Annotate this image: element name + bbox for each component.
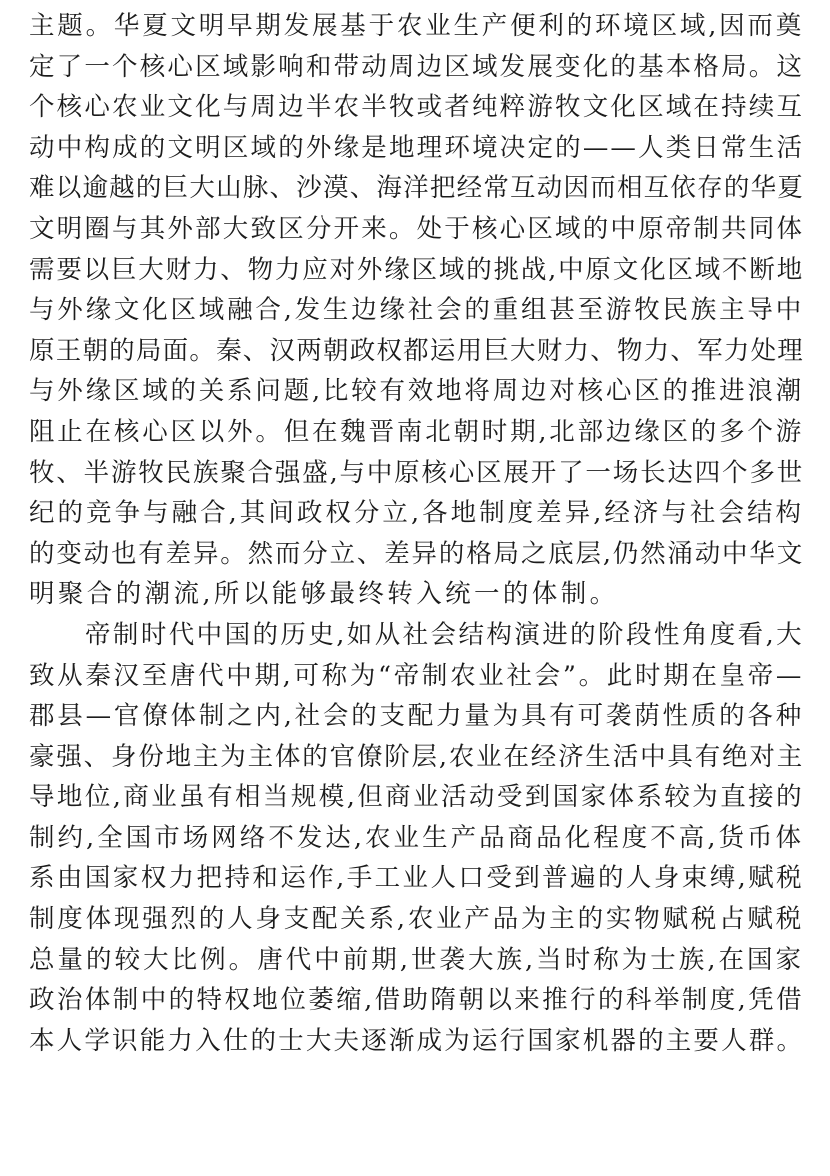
text-line: 纪的竞争与融合,其间政权分立,各地制度差异,经济与社会结构: [29, 498, 804, 529]
text-line: 制度体现强烈的人身支配关系,农业产品为主的实物赋税占赋税: [29, 904, 805, 935]
paragraph-2: [29, 615, 804, 1062]
text-line: 豪强、身份地主为主体的官僚阶层,农业在经济生活中具有绝对主: [29, 741, 804, 772]
text-line: 本人学识能力入仕的士大夫逐渐成为运行国家机器的主要人群。: [29, 1025, 804, 1056]
document-page: [29, 6, 804, 1061]
text-line: 郡县—官僚体制之内,社会的支配力量为具有可袭荫性质的各种: [29, 701, 805, 732]
text-line: 需要以巨大财力、物力应对外缘区域的挑战,中原文化区域不断地: [29, 254, 804, 285]
text-line: 阻止在核心区以外。但在魏晋南北朝时期,北部边缘区的多个游: [29, 416, 805, 447]
text-line: 帝制时代中国的历史,如从社会结构演进的阶段性角度看,大: [85, 619, 804, 650]
text-line: 定了一个核心区域影响和带动周边区域发展变化的基本格局。这: [29, 51, 804, 82]
text-line: 个核心农业文化与周边半农半牧或者纯粹游牧文化区域在持续互: [29, 92, 804, 123]
text-line: 明聚合的潮流,所以能够最终转入统一的体制。: [29, 579, 619, 610]
text-line: 系由国家权力把持和运作,手工业人口受到普遍的人身束缚,赋税: [29, 863, 804, 894]
text-line: 制约,全国市场网络不发达,农业生产品商品化程度不高,货币体: [29, 822, 804, 853]
text-line: 与外缘文化区域融合,发生边缘社会的重组甚至游牧民族主导中: [29, 295, 805, 326]
text-line: 政治体制中的特权地位萎缩,借助隋朝以来推行的科举制度,凭借: [29, 985, 804, 1016]
text-line: 原王朝的局面。秦、汉两朝政权都运用巨大财力、物力、军力处理: [29, 335, 804, 366]
text-line: 与外缘区域的关系问题,比较有效地将周边对核心区的推进浪潮: [29, 376, 805, 407]
paragraph-1: [29, 6, 804, 615]
text-line: 的变动也有差异。然而分立、差异的格局之底层,仍然涌动中华文: [29, 538, 804, 569]
text-line: 导地位,商业虽有相当规模,但商业活动受到国家体系较为直接的: [29, 782, 804, 813]
text-line: 牧、半游牧民族聚合强盛,与中原核心区展开了一场长达四个多世: [29, 457, 804, 488]
text-line: 总量的较大比例。唐代中前期,世袭大族,当时称为士族,在国家: [29, 944, 804, 975]
text-line: 文明圈与其外部大致区分开来。处于核心区域的中原帝制共同体: [29, 213, 804, 244]
text-line: 致从秦汉至唐代中期,可称为“帝制农业社会”。此时期在皇帝—: [29, 660, 804, 691]
text-line: 主题。华夏文明早期发展基于农业生产便利的环境区域,因而奠: [29, 11, 805, 41]
text-line: 难以逾越的巨大山脉、沙漠、海洋把经常互动因而相互依存的华夏: [29, 173, 804, 204]
text-line: 动中构成的文明区域的外缘是地理环境决定的——人类日常生活: [29, 132, 804, 163]
